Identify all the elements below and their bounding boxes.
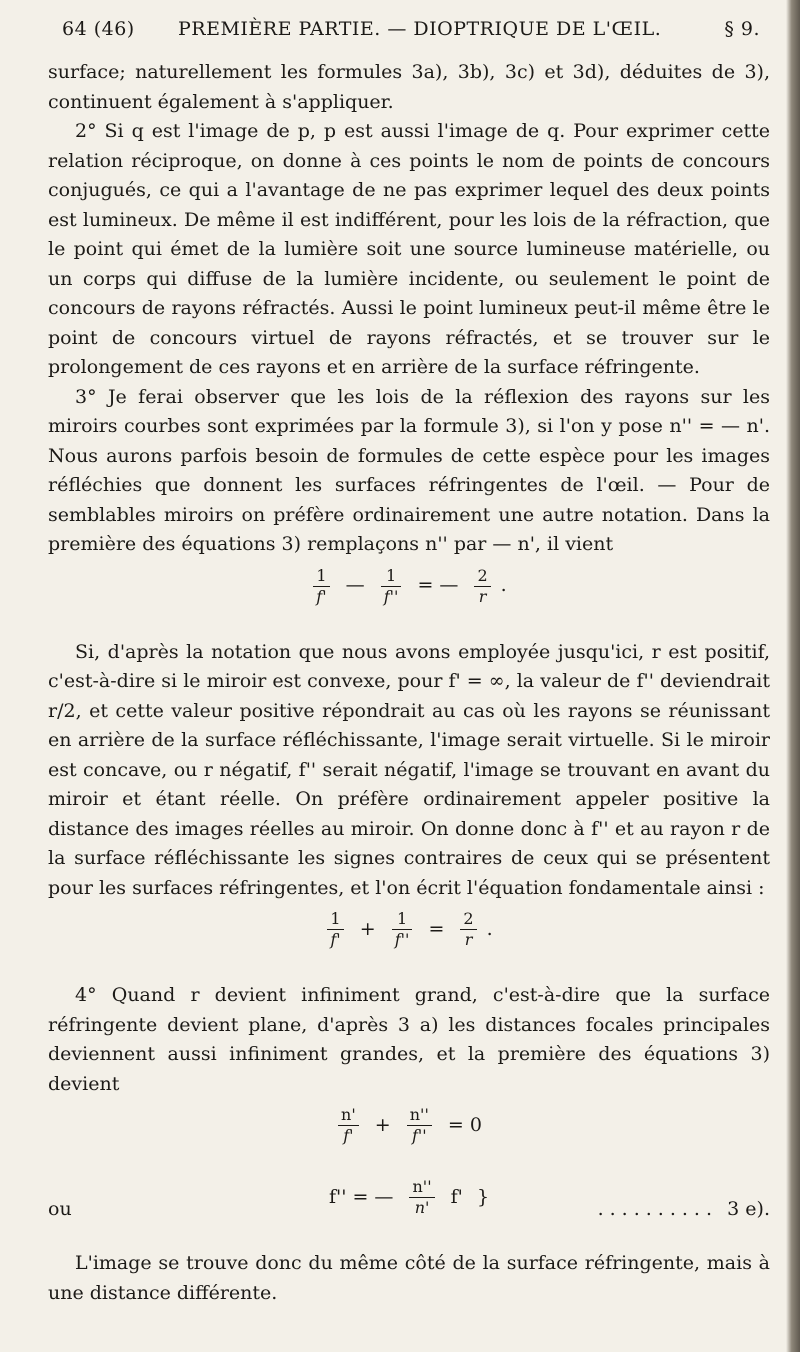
fraction: $\frac{2}{r}$ bbox=[474, 566, 490, 607]
fraction: $\frac{1}{f'}$ bbox=[327, 909, 343, 950]
running-header bbox=[62, 18, 760, 46]
fraction: $\frac{2}{r}$ bbox=[460, 909, 476, 950]
leader-dots: .......... bbox=[597, 1198, 718, 1220]
page-edge-shadow bbox=[786, 0, 800, 1352]
fraction: $\frac{1}{f''}$ bbox=[392, 909, 413, 950]
equation-number: 3 e). bbox=[727, 1198, 770, 1220]
running-title: PREMIÈRE PARTIE. — DIOPTRIQUE DE L'ŒIL. bbox=[178, 18, 662, 40]
page-body bbox=[48, 58, 770, 1308]
fraction: $\frac{n''}{f''}$ bbox=[407, 1105, 432, 1146]
fraction: $\frac{1}{f'}$ bbox=[313, 566, 329, 607]
paragraph-6: L'image se trouve donc du même côté de la surface réfringente, mais à une distance différente. bbox=[48, 1252, 770, 1304]
equation-plane-2: ou f'' = — $\frac{n''}{n'}$ f' } .......... 3 e). bbox=[48, 1177, 770, 1239]
equation-plane-1: $\frac{n'}{f'}$ + $\frac{n''}{f''}$ = 0 bbox=[48, 1105, 770, 1167]
paragraph-3: 3° Je ferai observer que les lois de la réflexion des rayons sur les miroirs courbes sont exprimées par la formule 3), si l'on y pose n'' = — n'. Nous aurons parfois besoin de formules de cette espèce pour les images réfléchies que donnent les surfaces réfringentes de l'œil. — Pour de semblables miroirs on préfère ordinairement une autre notation. Dans la première des équations 3) remplaçons n'' par — n', il vient bbox=[48, 385, 770, 555]
section-number: § 9. bbox=[724, 18, 760, 40]
fraction: $\frac{1}{f''}$ bbox=[381, 566, 402, 607]
paragraph-2: 2° Si q est l'image de p, p est aussi l'image de q. Pour exprimer cette relation réciproque, on donne à ces points le nom de points de concours conjugués, ce qui a l'avantage de ne pas exprimer lequel des deux points est lumineux. De même il est indifférent, pour les lois de la réfraction, que le point qui émet de la lumière soit une source lumineuse matérielle, ou un corps qui diffuse de la lumière incidente, ou seulement le point de concours de rayons réfractés. Aussi le point lumineux peut-il même être le point de concours virtuel de rayons réfractés, et se trouver sur le prolongement de ces rayons et en arrière de la surface réfringente. bbox=[48, 120, 770, 378]
fraction: $\frac{n'}{f'}$ bbox=[338, 1105, 359, 1146]
word-ou: ou bbox=[48, 1198, 72, 1220]
page-number: 64 (46) bbox=[62, 18, 135, 40]
fraction: $\frac{n''}{n'}$ bbox=[409, 1177, 434, 1218]
paragraph-continuation: surface; naturellement les formules 3a), 3b), 3c) et 3d), déduites de 3), continuent également à s'appliquer. bbox=[48, 61, 770, 113]
equation-mirror-1: $\frac{1}{f'}$ — $\frac{1}{f''}$ = — $\frac{2}{r}$ . bbox=[48, 566, 770, 628]
equation-mirror-2: $\frac{1}{f'}$ + $\frac{1}{f''}$ = $\frac{2}{r}$ . bbox=[48, 909, 770, 971]
paragraph-5: 4° Quand r devient infiniment grand, c'est-à-dire que la surface réfringente devient plane, d'après 3 a) les distances focales principales deviennent aussi infiniment grandes, et la première des équations 3) devient bbox=[48, 984, 770, 1095]
paragraph-4: Si, d'après la notation que nous avons employée jusqu'ici, r est positif, c'est-à-dire si le miroir est convexe, pour f' = ∞, la valeur de f'' deviendrait r/2, et cette valeur positive répondrait au cas où les rayons se réunissant en arrière de la surface réfléchissante, l'image serait virtuelle. Si le miroir est concave, ou r négatif, f'' serait négatif, l'image se trouvant en avant du miroir et étant réelle. On préfère ordinairement appeler positive la distance des images réelles au miroir. On donne donc à f'' et au rayon r de la surface réfléchissante les signes contraires de ceux qui se présentent pour les surfaces réfringentes, et l'on écrit l'équation fondamentale ainsi : bbox=[48, 640, 770, 899]
